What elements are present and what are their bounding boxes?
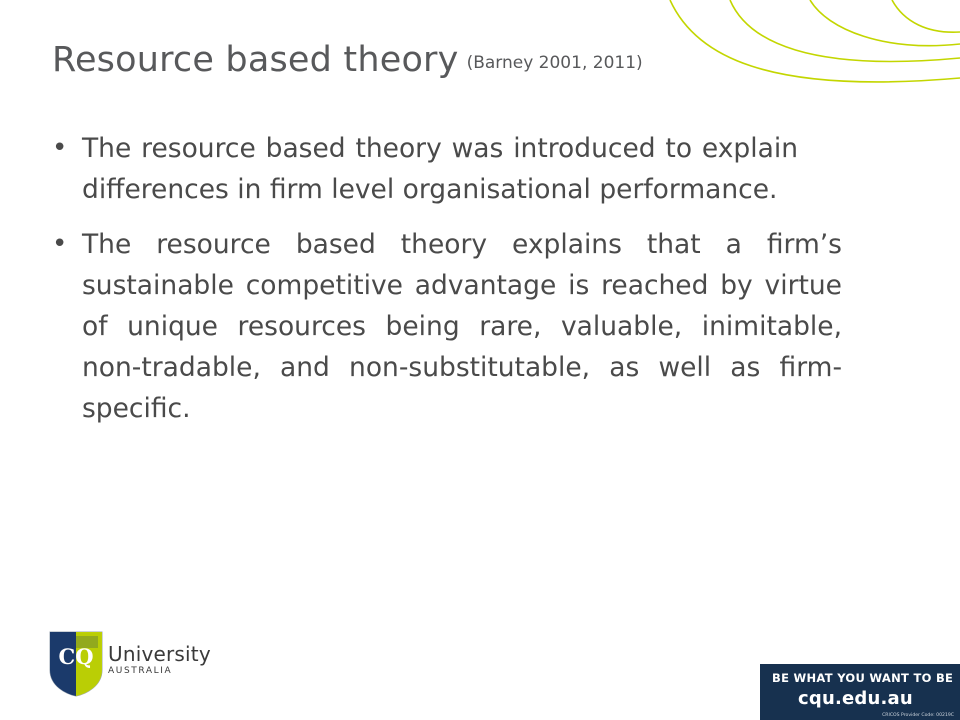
bullet-text: The resource based theory explains that a firm’s sustainable competitive advantage is reached by virtue of unique resources being rare, valuable, inimitable, non-tradable, and non-substitutable, as well as firm-specific. (82, 229, 842, 424)
banner-tagline: BE WHAT YOU WANT TO BE (772, 671, 954, 685)
banner-url: cqu.edu.au (798, 688, 913, 709)
page-title: Resource based theory (52, 40, 459, 80)
brand-banner (760, 664, 960, 720)
bullet-text: The resource based theory was introduced to explain differences in firm level organisational performance. (82, 133, 798, 205)
list-item (52, 224, 872, 429)
bullet-marker-icon: • (52, 229, 68, 259)
slide-title (52, 40, 720, 80)
cquniversity-logo (48, 630, 211, 702)
svg-text:CQ: CQ (58, 644, 94, 669)
shield-icon (48, 630, 104, 698)
banner-fineprint: CRICOS Provider Code: 00219C (882, 713, 954, 718)
list-item (52, 128, 872, 210)
body-content (52, 128, 872, 443)
logo-wordmark (108, 644, 211, 676)
title-citation: (Barney 2001, 2011) (466, 53, 643, 73)
bullet-marker-icon: • (52, 133, 68, 163)
logo-university-text: University (108, 642, 211, 666)
logo-country-text: AUSTRALIA (108, 666, 173, 676)
